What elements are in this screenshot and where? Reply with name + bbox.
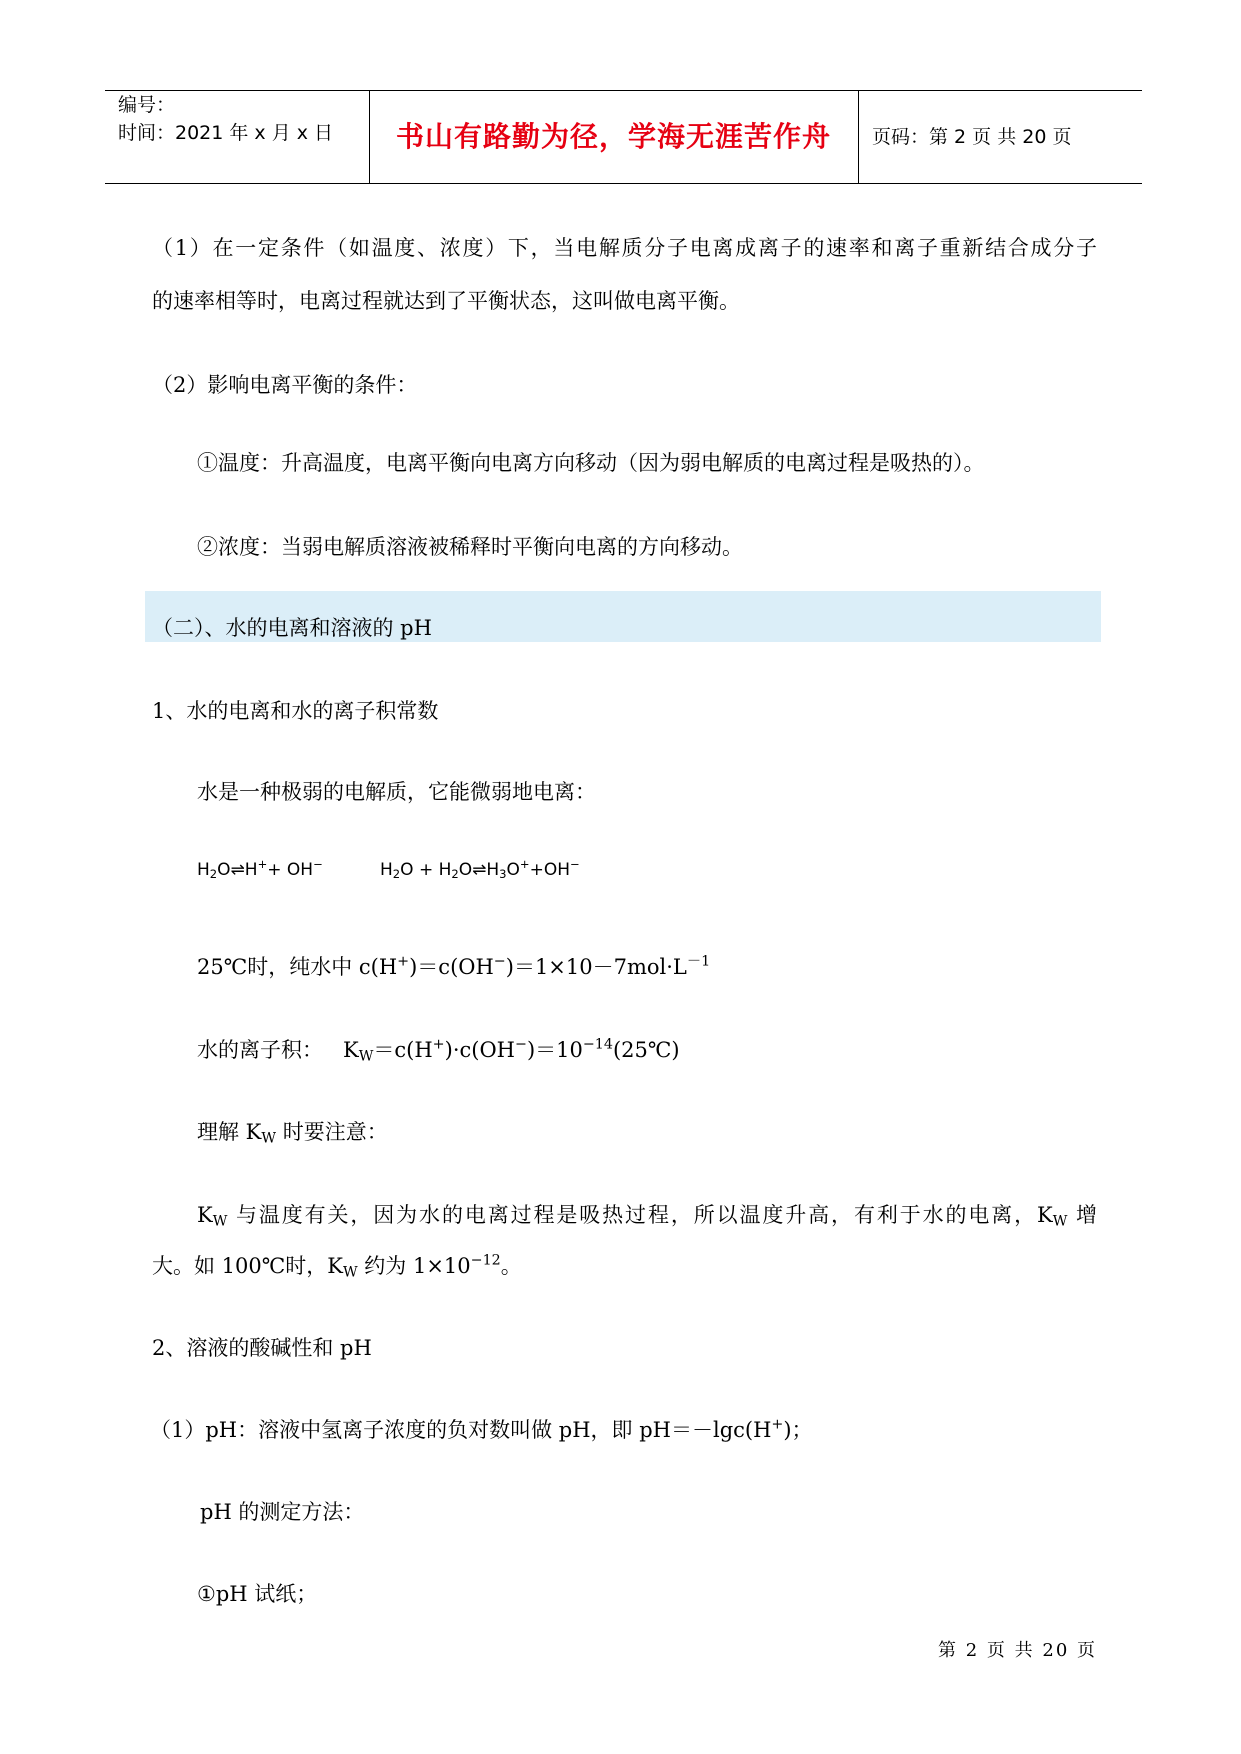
subscript: W xyxy=(358,1048,374,1065)
equation-water-autoionization: $H_2O$ + $H_2O\rightleftharpoons H_3O^++OH^-$ xyxy=(380,857,580,881)
equation-water-ionization: $H_2O\rightleftharpoons H^++ OH^-$ xyxy=(197,857,323,881)
superscript: −12 xyxy=(470,1252,501,1269)
superscript: －1 xyxy=(686,953,711,970)
subscript: 2 xyxy=(451,866,459,881)
header-bottom-rule xyxy=(105,183,1142,184)
subscript: W xyxy=(1052,1213,1068,1229)
subscript: 2 xyxy=(209,866,218,881)
subscript: W xyxy=(212,1213,228,1229)
header-divider-right xyxy=(858,90,859,183)
header-motto: 书山有路勤为径，学海无涯苦作舟 xyxy=(395,120,831,153)
paragraph-ion-product: 水的离子积： $K_W=c(H^+)\cdot c(OH^-)=10^{-14}(25℃)$ xyxy=(197,1036,680,1065)
superscript: + xyxy=(257,857,268,872)
page-code-label: 页码：第 2 页 共 20 页 xyxy=(872,126,1072,148)
subsection-heading-acidity-ph: 2、溶液的酸碱性和 pH xyxy=(152,1336,372,1360)
superscript: + xyxy=(519,857,530,872)
list-item-concentration: ②浓度：当弱电解质溶液被稀释时平衡向电离的方向移动。 xyxy=(197,535,743,559)
list-item-ph-paper: ①pH 试纸； xyxy=(197,1582,318,1606)
subscript: W xyxy=(342,1264,358,1281)
subscript: 2 xyxy=(392,866,401,881)
header-top-rule xyxy=(105,90,1142,91)
subscript: 3 xyxy=(499,866,507,881)
subsection-heading-water-ionization: 1、水的电离和水的离子积常数 xyxy=(152,699,439,723)
superscript: + xyxy=(397,953,410,970)
list-item-temperature: ①温度：升高温度，电离平衡向电离方向移动（因为弱电解质的电离过程是吸热的）。 xyxy=(197,451,985,475)
paragraph-kw-temperature-line2: 大。如 100℃时，$K_W$ 约为 $1\times 10^{-12}$。 xyxy=(152,1252,522,1281)
paragraph-kw-note-heading: 理解 $K_W$ 时要注意： xyxy=(197,1120,388,1147)
footer-page-number: 第 2 页 共 20 页 xyxy=(938,1640,1097,1661)
superscript: + xyxy=(432,1036,445,1053)
superscript: − xyxy=(493,953,506,970)
paragraph-equilibrium-definition-line1: （1）在一定条件（如温度、浓度）下，当电解质分子电离成离子的速率和离子重新结合成分子 xyxy=(152,236,1097,260)
superscript: − xyxy=(313,857,323,872)
superscript: − xyxy=(514,1036,527,1053)
superscript: + xyxy=(771,1416,784,1433)
paragraph-equilibrium-conditions: （2）影响电离平衡的条件： xyxy=(152,373,418,397)
paragraph-kw-temperature-line1: $K_W$ 与温度有关，因为水的电离过程是吸热过程，所以温度升高，有利于水的电离，$K_W$ 增 xyxy=(197,1203,1097,1229)
paragraph-water-intro: 水是一种极弱的电解质，它能微弱地电离： xyxy=(197,780,596,804)
paragraph-ph-methods-heading: pH 的测定方法： xyxy=(200,1500,365,1524)
paragraph-ph-definition: （1）pH：溶液中氢离子浓度的负对数叫做 pH，即 pH＝－lgc(H+)； xyxy=(150,1416,813,1442)
subscript: W xyxy=(261,1130,277,1147)
superscript: − xyxy=(570,857,580,872)
serial-number-label: 编号： xyxy=(118,94,176,116)
superscript: −14 xyxy=(582,1036,613,1053)
time-label: 时间：2021 年 x 月 x 日 xyxy=(118,122,334,144)
section-heading: （二）、水的电离和溶液的 pH xyxy=(152,616,432,640)
paragraph-equilibrium-definition-line2: 的速率相等时，电离过程就达到了平衡状态，这叫做电离平衡。 xyxy=(152,289,740,313)
paragraph-pure-water-concentration: 25℃时，纯水中 $c(H^+)=c(OH^-)=1\times 10-7mol\cdot L^{-1}$ xyxy=(197,953,711,979)
